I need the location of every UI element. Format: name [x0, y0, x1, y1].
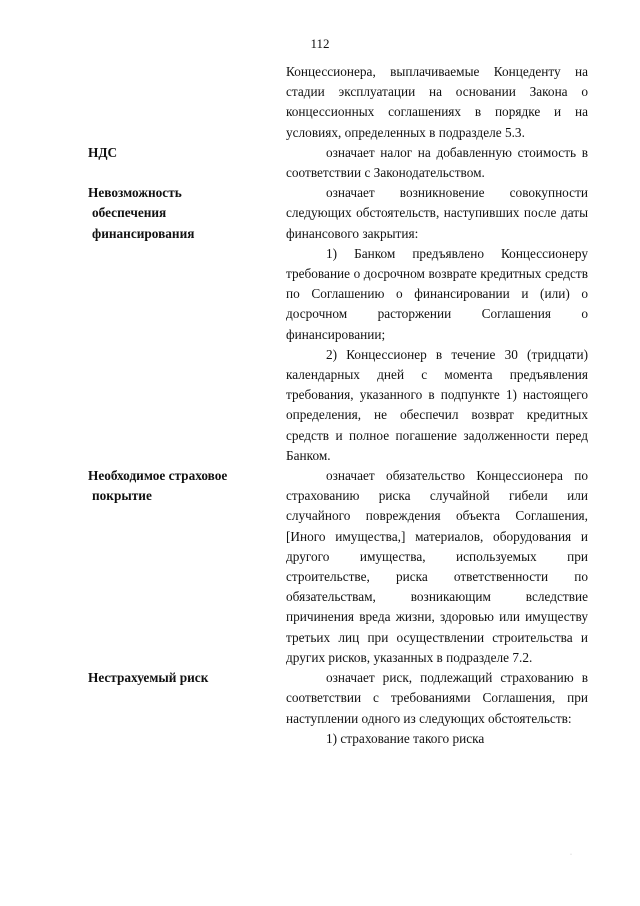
intro-paragraph: Концессионера, выплачиваемые Концеденту на стадии эксплуатации на основании Закона о концессионных соглашениях в порядке и на условиях, определенных в подразделе 5.3. — [286, 64, 588, 140]
definition-subitem: 1) Банком предъявлено Концессионеру требование о досрочном возврате кредитных средств по Соглашению о финансировании и (или) о досрочном расторжении Соглашения о финансировании; — [286, 245, 588, 342]
definition-paragraph: означает налог на добавленную стоимость в соответствии с Законодательством. — [286, 144, 588, 181]
definition-insurance-coverage — [286, 466, 588, 668]
term-line: Нестрахуемый риск — [88, 670, 209, 686]
definitions-document — [88, 62, 588, 749]
term-insurance-coverage — [88, 466, 286, 668]
term-uninsurable-risk — [88, 668, 286, 749]
definition-row-financing-impossibility — [88, 183, 588, 466]
intro-continuation-row — [88, 62, 588, 143]
definition-subitem: 1) страхование такого риска — [326, 730, 485, 746]
page-number: 112 — [310, 36, 330, 51]
term-financing-impossibility — [88, 183, 286, 466]
term-line: Невозможность — [88, 185, 182, 201]
term-line: обеспечения — [92, 205, 167, 221]
definition-paragraph: означает обязательство Концессионера по страхованию риска случайной гибели или случайного повреждения объекта Соглашения, [Иного имущества,] материалов, оборудования и другого имущества, используемых при строительстве, риска ответственности по обязательствам, возникающим вследствие причинения вреда жизни, здоровью или имуществу третьих лиц при осуществлении строительства и других рисков, указанных в подразделе 7.2. — [286, 468, 588, 665]
definition-uninsurable-risk — [286, 668, 588, 749]
intro-definition — [286, 62, 588, 143]
intro-term-empty — [88, 62, 286, 143]
definition-paragraph: означает возникновение совокупности следующих обстоятельств, наступивших после даты финансового закрытия: — [286, 185, 588, 241]
term-line: НДС — [88, 144, 118, 160]
term-nds — [88, 143, 286, 183]
scan-speck: · — [570, 852, 572, 858]
definition-row-uninsurable-risk — [88, 668, 588, 749]
term-line: финансирования — [92, 225, 195, 241]
definition-subitem: 2) Концессионер в течение 30 (тридцати) календарных дней с момента предъявления требования, указанного в подпункте 1) настоящего определения, не обеспечил возврат кредитных средств и полное погашение задолженности перед Банком. — [286, 346, 588, 463]
definition-nds — [286, 143, 588, 183]
definition-paragraph: означает риск, подлежащий страхованию в соответствии с требованиями Соглашения, при наступлении одного из следующих обстоятельств: — [286, 670, 588, 726]
definition-row-nds — [88, 143, 588, 183]
term-line: покрытие — [92, 488, 152, 504]
definition-row-insurance-coverage — [88, 466, 588, 668]
definition-financing-impossibility — [286, 183, 588, 466]
term-line: Необходимое страховое — [88, 468, 228, 484]
